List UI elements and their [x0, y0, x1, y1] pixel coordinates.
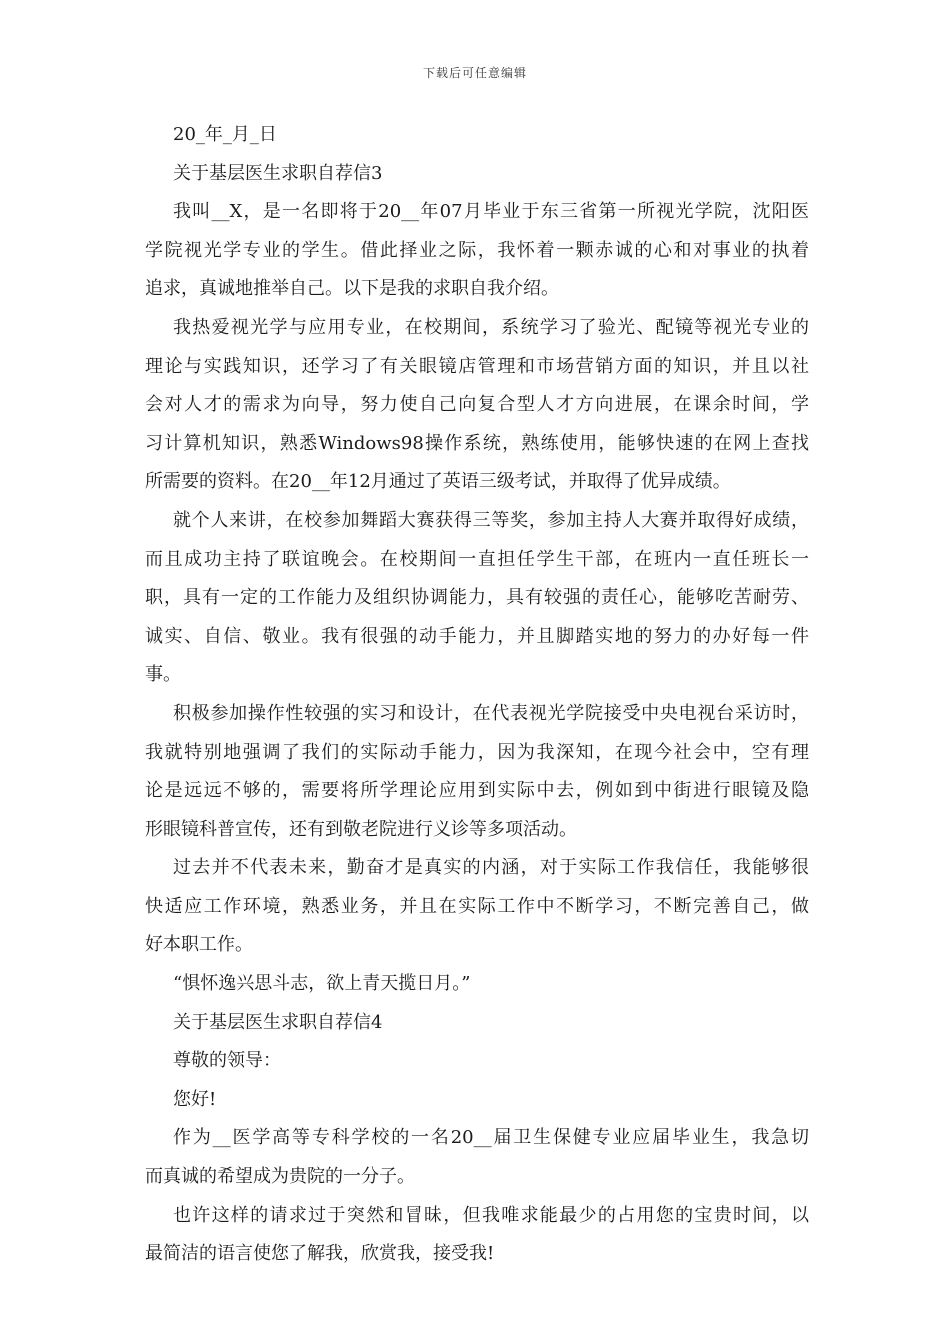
text-line: 积极参加操作性较强的实习和设计，在代表视光学院接受中央电视台采访时， — [173, 702, 809, 724]
text-line: 习计算机知识，熟悉Windows98操作系统，熟练使用，能够快速的在网上查找 — [145, 432, 809, 454]
text-line: 追求，真诚地推举自己。以下是我的求职自我介绍。 — [145, 278, 559, 300]
text-line: 事。 — [145, 664, 181, 686]
text-line: “惧怀逸兴思斗志，欲上青天揽日月。” — [173, 973, 471, 995]
text-line: 我就特别地强调了我们的实际动手能力，因为我深知，在现今社会中，空有理 — [145, 741, 809, 763]
text-line: 理论与实践知识，还学习了有关眼镜店管理和市场营销方面的知识，并且以社 — [145, 355, 809, 377]
text-line: 会对人才的需求为向导，努力使自己向复合型人才方向进展，在课余时间，学 — [145, 394, 809, 416]
text-line: 诚实、自信、敬业。我有很强的动手能力，并且脚踏实地的努力的办好每一件 — [145, 625, 809, 647]
text-line: 也许这样的请求过于突然和冒昧，但我唯求能最少的占用您的宝贵时间，以 — [173, 1204, 809, 1226]
document-body — [145, 116, 809, 1274]
text-line: 学院视光学专业的学生。借此择业之际，我怀着一颗赤诚的心和对事业的执着 — [145, 239, 809, 261]
text-line: 快适应工作环境，熟悉业务，并且在实际工作中不断学习，不断完善自己，做 — [145, 895, 809, 917]
text-line: 所需要的资料。在20__年12月通过了英语三级考试，并取得了优异成绩。 — [145, 471, 731, 493]
text-line: 论是远远不够的，需要将所学理论应用到实际中去，例如到中街进行眼镜及隐 — [145, 780, 809, 802]
text-line: 20_年_月_日 — [173, 124, 277, 145]
text-line: 最简洁的语言使您了解我，欣赏我，接受我! — [145, 1243, 495, 1265]
text-line: 过去并不代表未来，勤奋才是真实的内涵，对于实际工作我信任，我能够很 — [173, 857, 809, 879]
text-line: 好本职工作。 — [145, 934, 253, 956]
text-line: 形眼镜科普宣传，还有到敬老院进行义诊等多项活动。 — [145, 818, 577, 840]
text-line: 尊敬的领导： — [173, 1050, 281, 1072]
text-line: 关于基层医生求职自荐信4 — [173, 1011, 383, 1033]
page-header-note: 下载后可任意编辑 — [422, 66, 527, 80]
text-line: 而真诚的希望成为贵院的一分子。 — [145, 1166, 415, 1188]
text-line: 作为__医学高等专科学校的一名20__届卫生保健专业应届毕业生，我急切 — [173, 1127, 809, 1149]
text-line: 我热爱视光学与应用专业，在校期间，系统学习了验光、配镜等视光专业的 — [173, 316, 809, 338]
text-line: 关于基层医生求职自荐信3 — [173, 162, 383, 184]
text-line: 就个人来讲，在校参加舞蹈大赛获得三等奖，参加主持人大赛并取得好成绩， — [173, 509, 809, 531]
text-line: 我叫__X，是一名即将于20__年07月毕业于东三省第一所视光学院，沈阳医 — [173, 201, 809, 223]
text-line: 您好! — [173, 1088, 217, 1110]
text-line: 职，具有一定的工作能力及组织协调能力，具有较强的责任心，能够吃苦耐劳、 — [145, 587, 809, 609]
text-line: 而且成功主持了联谊晚会。在校期间一直担任学生干部，在班内一直任班长一 — [145, 548, 809, 570]
